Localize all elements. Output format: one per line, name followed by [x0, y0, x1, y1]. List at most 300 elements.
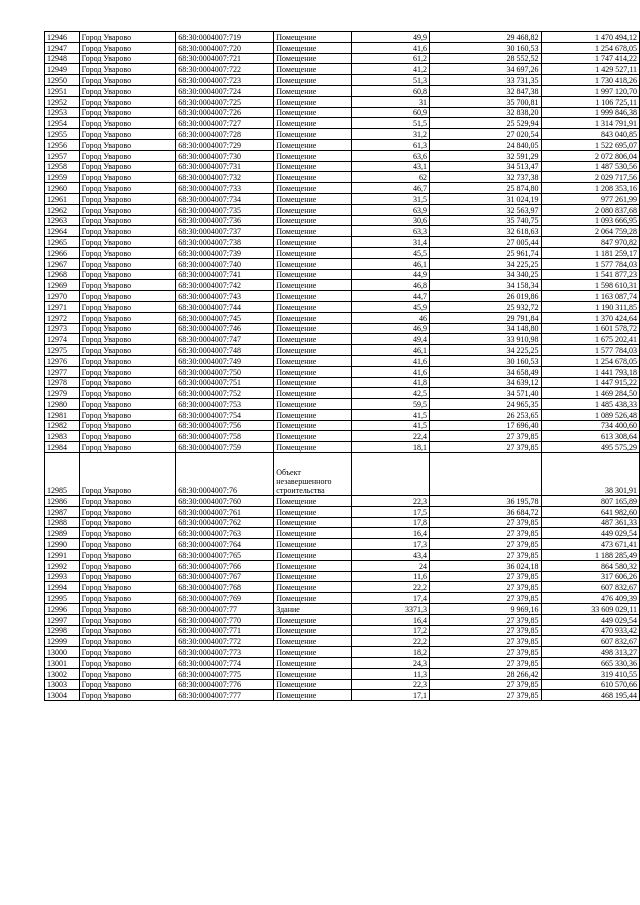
area-cell: 11,6 [351, 571, 429, 582]
unit-value-cell: 27 379,85 [429, 582, 541, 593]
table-row [45, 291, 640, 302]
row-number-cell: 12966 [45, 247, 80, 258]
area-cell: 51,5 [351, 118, 429, 129]
object-type-cell: Помещение [274, 139, 351, 150]
cadastral-number-cell: 68:30:0004007:760 [176, 496, 274, 507]
object-type-cell: Помещение [274, 658, 351, 669]
area-cell: 46,8 [351, 280, 429, 291]
table-row [45, 388, 640, 399]
area-cell: 41,2 [351, 64, 429, 75]
locality-cell: Город Уварово [79, 291, 176, 302]
locality-cell: Город Уварово [79, 366, 176, 377]
row-number-cell: 12980 [45, 399, 80, 410]
object-type-cell: Помещение [274, 150, 351, 161]
row-number-cell: 12977 [45, 366, 80, 377]
cadastral-value-cell: 2 080 837,68 [541, 204, 639, 215]
unit-value-cell: 34 340,25 [429, 269, 541, 280]
object-type-cell: Помещение [274, 345, 351, 356]
locality-cell: Город Уварово [79, 593, 176, 604]
area-cell: 41,5 [351, 420, 429, 431]
cadastral-number-cell: 68:30:0004007:731 [176, 161, 274, 172]
cadastral-number-cell: 68:30:0004007:764 [176, 539, 274, 550]
table-row [45, 345, 640, 356]
cadastral-number-cell: 68:30:0004007:754 [176, 409, 274, 420]
cadastral-value-cell: 1 181 259,17 [541, 247, 639, 258]
unit-value-cell: 25 932,72 [429, 301, 541, 312]
cadastral-number-cell: 68:30:0004007:722 [176, 64, 274, 75]
table-row [45, 625, 640, 636]
locality-cell: Город Уварово [79, 64, 176, 75]
table-row [45, 75, 640, 86]
cadastral-value-cell: 2 029 717,56 [541, 172, 639, 183]
cadastral-value-cell: 33 609 029,11 [541, 604, 639, 615]
cadastral-value-cell: 1 577 784,03 [541, 258, 639, 269]
table-row [45, 42, 640, 53]
unit-value-cell: 27 379,85 [429, 647, 541, 658]
unit-value-cell: 34 571,40 [429, 388, 541, 399]
object-type-cell: Помещение [274, 301, 351, 312]
area-cell: 63,6 [351, 150, 429, 161]
area-cell: 41,5 [351, 409, 429, 420]
object-type-cell: Помещение [274, 614, 351, 625]
row-number-cell: 12995 [45, 593, 80, 604]
cadastral-value-cell: 498 313,27 [541, 647, 639, 658]
locality-cell: Город Уварово [79, 399, 176, 410]
row-number-cell: 12959 [45, 172, 80, 183]
unit-value-cell: 26 253,65 [429, 409, 541, 420]
cadastral-number-cell: 68:30:0004007:767 [176, 571, 274, 582]
cadastral-number-cell: 68:30:0004007:729 [176, 139, 274, 150]
area-cell: 31,5 [351, 193, 429, 204]
cadastral-value-cell: 1 601 578,72 [541, 323, 639, 334]
object-type-cell: Помещение [274, 399, 351, 410]
table-row [45, 323, 640, 334]
area-cell: 30,6 [351, 215, 429, 226]
area-cell: 22,2 [351, 582, 429, 593]
unit-value-cell: 9 969,16 [429, 604, 541, 615]
locality-cell: Город Уварово [79, 345, 176, 356]
cadastral-number-cell: 68:30:0004007:746 [176, 323, 274, 334]
cadastral-value-cell: 1 447 915,22 [541, 377, 639, 388]
object-type-cell: Помещение [274, 193, 351, 204]
area-cell: 41,6 [351, 355, 429, 366]
table-row [45, 442, 640, 453]
area-cell: 31 [351, 96, 429, 107]
cadastral-value-cell: 1 487 530,56 [541, 161, 639, 172]
table-row [45, 183, 640, 194]
cadastral-number-cell: 68:30:0004007:738 [176, 237, 274, 248]
row-number-cell: 12992 [45, 560, 80, 571]
locality-cell: Город Уварово [79, 614, 176, 625]
object-type-cell: Помещение [274, 183, 351, 194]
cadastral-value-cell: 468 195,44 [541, 690, 639, 701]
locality-cell: Город Уварово [79, 506, 176, 517]
row-number-cell: 12974 [45, 334, 80, 345]
table-row [45, 301, 640, 312]
locality-cell: Город Уварово [79, 625, 176, 636]
unit-value-cell: 25 529,94 [429, 118, 541, 129]
row-number-cell: 12979 [45, 388, 80, 399]
cadastral-value-cell: 734 400,60 [541, 420, 639, 431]
cadastral-value-cell: 470 933,42 [541, 625, 639, 636]
cadastral-value-cell: 319 410,55 [541, 668, 639, 679]
cadastral-value-cell: 641 982,60 [541, 506, 639, 517]
area-cell: 18,2 [351, 647, 429, 658]
object-type-cell: Помещение [274, 96, 351, 107]
row-number-cell: 12946 [45, 32, 80, 43]
cadastral-value-cell: 1 314 791,91 [541, 118, 639, 129]
unit-value-cell: 33 910,98 [429, 334, 541, 345]
table-row [45, 107, 640, 118]
table-row [45, 226, 640, 237]
object-type-cell: Помещение [274, 668, 351, 679]
area-cell: 44,7 [351, 291, 429, 302]
object-type-cell: Помещение [274, 409, 351, 420]
cadastral-number-cell: 68:30:0004007:749 [176, 355, 274, 366]
area-cell: 63,3 [351, 226, 429, 237]
area-cell: 46,1 [351, 258, 429, 269]
cadastral-value-cell: 1 370 424,64 [541, 312, 639, 323]
unit-value-cell: 27 005,44 [429, 237, 541, 248]
cadastral-value-cell: 1 254 678,05 [541, 42, 639, 53]
unit-value-cell: 28 266,42 [429, 668, 541, 679]
object-type-cell: Помещение [274, 269, 351, 280]
unit-value-cell: 27 379,85 [429, 625, 541, 636]
object-type-cell: Помещение [274, 291, 351, 302]
cadastral-number-cell: 68:30:0004007:761 [176, 506, 274, 517]
table-row [45, 150, 640, 161]
object-type-cell: Помещение [274, 215, 351, 226]
table-row [45, 118, 640, 129]
unit-value-cell: 31 024,19 [429, 193, 541, 204]
cadastral-value-cell: 1 163 087,74 [541, 291, 639, 302]
table-row [45, 312, 640, 323]
locality-cell: Город Уварово [79, 280, 176, 291]
row-number-cell: 12958 [45, 161, 80, 172]
row-number-cell: 12947 [45, 42, 80, 53]
object-type-cell: Помещение [274, 517, 351, 528]
cadastral-number-cell: 68:30:0004007:762 [176, 517, 274, 528]
row-number-cell: 12976 [45, 355, 80, 366]
area-cell: 41,6 [351, 42, 429, 53]
cadastral-value-cell: 473 671,41 [541, 539, 639, 550]
area-cell: 61,3 [351, 139, 429, 150]
table-row [45, 237, 640, 248]
cadastral-number-cell: 68:30:0004007:733 [176, 183, 274, 194]
table-row [45, 506, 640, 517]
unit-value-cell: 25 961,74 [429, 247, 541, 258]
cadastral-number-cell: 68:30:0004007:768 [176, 582, 274, 593]
cadastral-number-cell: 68:30:0004007:720 [176, 42, 274, 53]
cadastral-number-cell: 68:30:0004007:743 [176, 291, 274, 302]
area-cell: 45,9 [351, 301, 429, 312]
row-number-cell: 12978 [45, 377, 80, 388]
object-type-cell: Помещение [274, 355, 351, 366]
locality-cell: Город Уварово [79, 42, 176, 53]
cadastral-value-cell: 607 832,67 [541, 582, 639, 593]
cadastral-number-cell: 68:30:0004007:770 [176, 614, 274, 625]
cadastral-number-cell: 68:30:0004007:765 [176, 550, 274, 561]
object-type-cell: Помещение [274, 442, 351, 453]
object-type-cell: Помещение [274, 323, 351, 334]
cadastral-value-cell: 807 165,89 [541, 496, 639, 507]
object-type-cell: Помещение [274, 388, 351, 399]
row-number-cell: 12951 [45, 85, 80, 96]
unit-value-cell: 30 160,53 [429, 355, 541, 366]
object-type-cell: Помещение [274, 280, 351, 291]
unit-value-cell: 24 840,05 [429, 139, 541, 150]
cadastral-value-cell: 449 029,54 [541, 614, 639, 625]
table-row [45, 129, 640, 140]
row-number-cell: 12949 [45, 64, 80, 75]
cadastral-number-cell: 68:30:0004007:725 [176, 96, 274, 107]
locality-cell: Город Уварово [79, 334, 176, 345]
row-number-cell: 13002 [45, 668, 80, 679]
row-number-cell: 12999 [45, 636, 80, 647]
table-row [45, 517, 640, 528]
row-number-cell: 12981 [45, 409, 80, 420]
area-cell: 17,4 [351, 593, 429, 604]
row-number-cell: 12967 [45, 258, 80, 269]
cadastral-number-cell: 68:30:0004007:758 [176, 431, 274, 442]
table-row [45, 32, 640, 43]
locality-cell: Город Уварово [79, 431, 176, 442]
table-row [45, 593, 640, 604]
unit-value-cell: 27 379,85 [429, 679, 541, 690]
table-row [45, 679, 640, 690]
object-type-cell: Помещение [274, 571, 351, 582]
area-cell: 63,9 [351, 204, 429, 215]
cadastral-number-cell: 68:30:0004007:740 [176, 258, 274, 269]
unit-value-cell: 25 874,80 [429, 183, 541, 194]
object-type-cell: Помещение [274, 550, 351, 561]
cadastral-number-cell: 68:30:0004007:742 [176, 280, 274, 291]
cadastral-value-cell: 843 040,85 [541, 129, 639, 140]
cadastral-number-cell: 68:30:0004007:753 [176, 399, 274, 410]
area-cell: 62 [351, 172, 429, 183]
locality-cell: Город Уварово [79, 582, 176, 593]
cadastral-value-cell: 495 575,29 [541, 442, 639, 453]
object-type-cell: Помещение [274, 593, 351, 604]
locality-cell: Город Уварово [79, 377, 176, 388]
locality-cell: Город Уварово [79, 107, 176, 118]
row-number-cell: 13003 [45, 679, 80, 690]
area-cell: 17,5 [351, 506, 429, 517]
locality-cell: Город Уварово [79, 193, 176, 204]
unit-value-cell: 27 379,85 [429, 593, 541, 604]
unit-value-cell: 28 552,52 [429, 53, 541, 64]
locality-cell: Город Уварово [79, 75, 176, 86]
unit-value-cell: 27 379,85 [429, 550, 541, 561]
locality-cell: Город Уварово [79, 539, 176, 550]
table-row [45, 550, 640, 561]
unit-value-cell: 34 697,26 [429, 64, 541, 75]
cadastral-number-cell: 68:30:0004007:734 [176, 193, 274, 204]
cadastral-value-cell: 864 580,32 [541, 560, 639, 571]
table-row [45, 453, 640, 496]
unit-value-cell: 27 379,85 [429, 431, 541, 442]
table-row [45, 539, 640, 550]
area-cell: 42,5 [351, 388, 429, 399]
unit-value-cell: 36 684,72 [429, 506, 541, 517]
cadastral-number-cell: 68:30:0004007:752 [176, 388, 274, 399]
cadastral-number-cell: 68:30:0004007:724 [176, 85, 274, 96]
cadastral-value-cell: 476 409,39 [541, 593, 639, 604]
row-number-cell: 12969 [45, 280, 80, 291]
unit-value-cell: 34 158,34 [429, 280, 541, 291]
unit-value-cell: 34 148,80 [429, 323, 541, 334]
table-row [45, 64, 640, 75]
cadastral-value-cell: 1 999 846,38 [541, 107, 639, 118]
cadastral-value-cell: 610 570,66 [541, 679, 639, 690]
object-type-cell: Помещение [274, 334, 351, 345]
table-row [45, 139, 640, 150]
locality-cell: Город Уварово [79, 204, 176, 215]
row-number-cell: 12985 [45, 453, 80, 496]
object-type-cell: Помещение [274, 118, 351, 129]
row-number-cell: 12997 [45, 614, 80, 625]
locality-cell: Город Уварово [79, 215, 176, 226]
object-type-cell: Помещение [274, 496, 351, 507]
cadastral-number-cell: 68:30:0004007:763 [176, 528, 274, 539]
area-cell: 16,4 [351, 528, 429, 539]
unit-value-cell: 33 731,35 [429, 75, 541, 86]
cadastral-number-cell: 68:30:0004007:775 [176, 668, 274, 679]
area-cell: 44,9 [351, 269, 429, 280]
row-number-cell: 12991 [45, 550, 80, 561]
cadastral-value-table [44, 31, 640, 701]
table-row [45, 215, 640, 226]
locality-cell: Город Уварово [79, 269, 176, 280]
locality-cell: Город Уварово [79, 388, 176, 399]
cadastral-value-cell: 607 832,67 [541, 636, 639, 647]
cadastral-number-cell: 68:30:0004007:730 [176, 150, 274, 161]
unit-value-cell: 27 379,85 [429, 658, 541, 669]
locality-cell: Город Уварово [79, 183, 176, 194]
object-type-cell: Помещение [274, 64, 351, 75]
cadastral-value-cell: 1 093 666,95 [541, 215, 639, 226]
unit-value-cell: 35 700,81 [429, 96, 541, 107]
unit-value-cell: 27 379,85 [429, 539, 541, 550]
locality-cell: Город Уварово [79, 312, 176, 323]
area-cell: 17,1 [351, 690, 429, 701]
object-type-cell: Объект незавершенного строительства [274, 453, 351, 496]
locality-cell: Город Уварово [79, 247, 176, 258]
unit-value-cell: 35 740,75 [429, 215, 541, 226]
row-number-cell: 12954 [45, 118, 80, 129]
table-row [45, 53, 640, 64]
object-type-cell: Помещение [274, 582, 351, 593]
cadastral-value-cell: 613 308,64 [541, 431, 639, 442]
cadastral-number-cell: 68:30:0004007:772 [176, 636, 274, 647]
locality-cell: Город Уварово [79, 258, 176, 269]
unit-value-cell: 34 639,12 [429, 377, 541, 388]
area-cell: 11,3 [351, 668, 429, 679]
unit-value-cell [429, 453, 541, 496]
cadastral-value-cell: 1 730 418,26 [541, 75, 639, 86]
locality-cell: Город Уварово [79, 690, 176, 701]
unit-value-cell: 26 019,86 [429, 291, 541, 302]
cadastral-number-cell: 68:30:0004007:766 [176, 560, 274, 571]
locality-cell: Город Уварово [79, 679, 176, 690]
area-cell: 41,6 [351, 366, 429, 377]
locality-cell: Город Уварово [79, 85, 176, 96]
area-cell: 22,3 [351, 679, 429, 690]
table-row [45, 247, 640, 258]
locality-cell: Город Уварово [79, 172, 176, 183]
row-number-cell: 12990 [45, 539, 80, 550]
cadastral-number-cell: 68:30:0004007:748 [176, 345, 274, 356]
cadastral-value-cell: 1 429 527,11 [541, 64, 639, 75]
unit-value-cell: 32 838,20 [429, 107, 541, 118]
row-number-cell: 12968 [45, 269, 80, 280]
cadastral-value-cell: 2 064 759,28 [541, 226, 639, 237]
table-row [45, 636, 640, 647]
row-number-cell: 12961 [45, 193, 80, 204]
object-type-cell: Помещение [274, 237, 351, 248]
locality-cell: Город Уварово [79, 442, 176, 453]
table-row [45, 204, 640, 215]
area-cell: 24 [351, 560, 429, 571]
unit-value-cell: 27 379,85 [429, 690, 541, 701]
row-number-cell: 12972 [45, 312, 80, 323]
cadastral-value-cell: 1 188 285,49 [541, 550, 639, 561]
locality-cell: Город Уварово [79, 647, 176, 658]
table-row [45, 193, 640, 204]
locality-cell: Город Уварово [79, 409, 176, 420]
table-row [45, 355, 640, 366]
cadastral-value-cell: 1 470 494,12 [541, 32, 639, 43]
row-number-cell: 12987 [45, 506, 80, 517]
unit-value-cell: 27 379,85 [429, 614, 541, 625]
row-number-cell: 12989 [45, 528, 80, 539]
object-type-cell: Помещение [274, 258, 351, 269]
unit-value-cell: 27 379,85 [429, 442, 541, 453]
object-type-cell: Помещение [274, 247, 351, 258]
row-number-cell: 12982 [45, 420, 80, 431]
object-type-cell: Здание [274, 604, 351, 615]
cadastral-number-cell: 68:30:0004007:771 [176, 625, 274, 636]
cadastral-number-cell: 68:30:0004007:723 [176, 75, 274, 86]
area-cell: 41,8 [351, 377, 429, 388]
unit-value-cell: 34 513,47 [429, 161, 541, 172]
row-number-cell: 13001 [45, 658, 80, 669]
area-cell: 46,7 [351, 183, 429, 194]
unit-value-cell: 32 591,29 [429, 150, 541, 161]
object-type-cell: Помещение [274, 506, 351, 517]
locality-cell: Город Уварово [79, 301, 176, 312]
row-number-cell: 12963 [45, 215, 80, 226]
row-number-cell: 12971 [45, 301, 80, 312]
cadastral-number-cell: 68:30:0004007:777 [176, 690, 274, 701]
unit-value-cell: 36 024,18 [429, 560, 541, 571]
cadastral-number-cell: 68:30:0004007:747 [176, 334, 274, 345]
object-type-cell: Помещение [274, 431, 351, 442]
cadastral-value-cell: 1 106 725,11 [541, 96, 639, 107]
table-row [45, 647, 640, 658]
area-cell: 24,3 [351, 658, 429, 669]
cadastral-number-cell: 68:30:0004007:736 [176, 215, 274, 226]
area-cell: 46 [351, 312, 429, 323]
row-number-cell: 12994 [45, 582, 80, 593]
area-cell: 16,4 [351, 614, 429, 625]
cadastral-value-cell: 1 441 793,18 [541, 366, 639, 377]
object-type-cell: Помещение [274, 107, 351, 118]
row-number-cell: 12955 [45, 129, 80, 140]
row-number-cell: 12970 [45, 291, 80, 302]
cadastral-number-cell: 68:30:0004007:76 [176, 453, 274, 496]
cadastral-number-cell: 68:30:0004007:744 [176, 301, 274, 312]
